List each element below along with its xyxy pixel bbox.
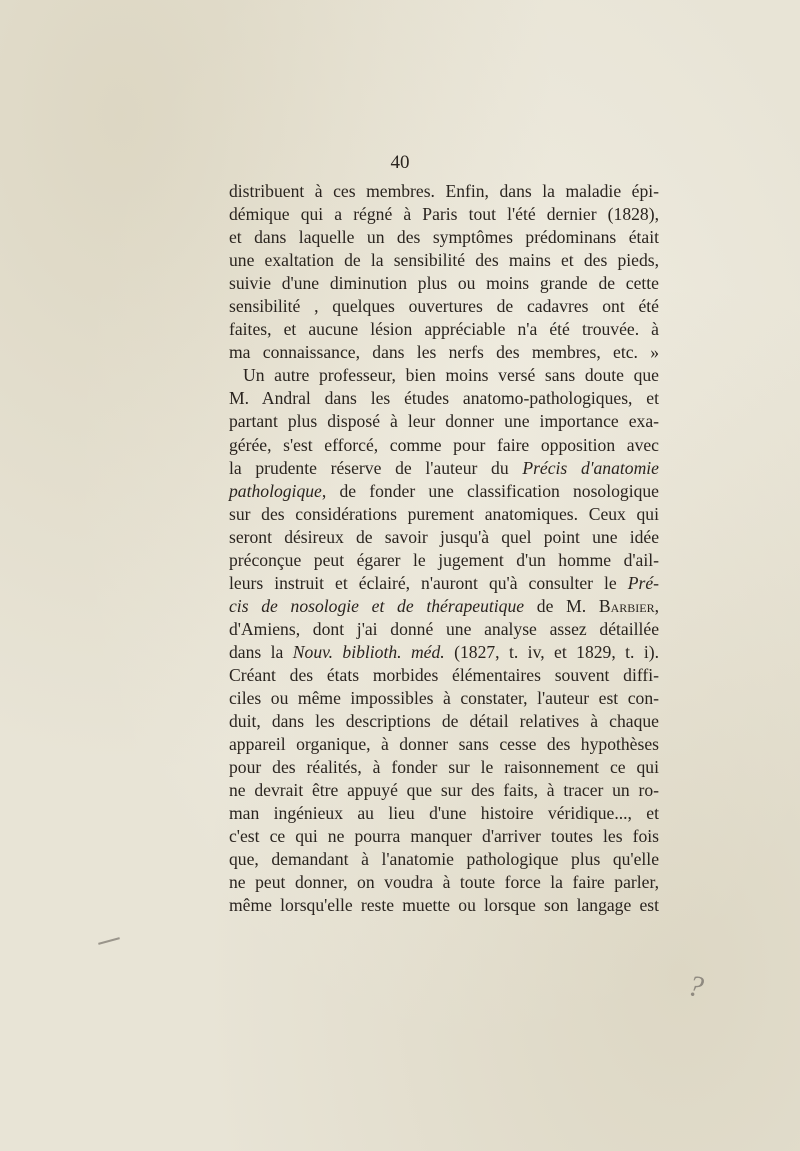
pencil-mark bbox=[98, 937, 120, 945]
text-line: suivie d'une diminution plus ou moins grande de cette bbox=[229, 273, 659, 294]
text-line: ne peut donner, on voudra à toute force la faire parler, bbox=[229, 872, 659, 893]
text-line: M. Andral dans les études anatomo-pathologiques, et bbox=[229, 388, 659, 409]
text-line: démique qui a régné à Paris tout l'été dernier (1828), bbox=[229, 204, 659, 225]
body-text bbox=[229, 180, 659, 918]
text-line: ne devrait être appuyé que sur des faits, à tracer un ro- bbox=[229, 780, 659, 801]
text-line: c'est ce qui ne pourra manquer d'arriver toutes les fois bbox=[229, 826, 659, 847]
text-line: gérée, s'est efforcé, comme pour faire opposition avec bbox=[229, 434, 659, 455]
text-line: man ingénieux au lieu d'une histoire véridique..., et bbox=[229, 803, 659, 824]
text-line: pathologique, de fonder une classification nosologique bbox=[229, 480, 659, 501]
text-line: pour des réalités, à fonder sur le raisonnement ce qui bbox=[229, 757, 659, 778]
text-line: préconçue peut égarer le jugement d'un homme d'ail- bbox=[229, 549, 659, 570]
text-line: seront désireux de savoir jusqu'à quel point une idée bbox=[229, 526, 659, 547]
pencil-mark: ? bbox=[684, 968, 707, 1005]
text-line: une exaltation de la sensibilité des mains et des pieds, bbox=[229, 250, 659, 271]
text-line: et dans laquelle un des symptômes prédominans était bbox=[229, 227, 659, 248]
text-line: duit, dans les descriptions de détail relatives à chaque bbox=[229, 711, 659, 732]
text-line: d'Amiens, dont j'ai donné une analyse assez détaillée bbox=[229, 618, 659, 639]
text-line: Créant des états morbides élémentaires souvent diffi- bbox=[229, 664, 659, 685]
text-line: leurs instruit et éclairé, n'auront qu'à consulter le Pré- bbox=[229, 572, 659, 593]
text-line: appareil organique, à donner sans cesse des hypothèses bbox=[229, 734, 659, 755]
text-line: ciles ou même impossibles à constater, l'auteur est con- bbox=[229, 688, 659, 709]
text-line: partant plus disposé à leur donner une importance exa- bbox=[229, 411, 659, 432]
text-line: faites, et aucune lésion appréciable n'a été trouvée. à bbox=[229, 319, 659, 340]
text-line: dans la Nouv. biblioth. méd. (1827, t. iv, et 1829, t. i). bbox=[229, 641, 659, 662]
text-line: la prudente réserve de l'auteur du Précis d'anatomie bbox=[229, 457, 659, 478]
page-number: 40 bbox=[390, 152, 410, 173]
text-line: sur des considérations purement anatomiques. Ceux qui bbox=[229, 503, 659, 524]
text-line: sensibilité , quelques ouvertures de cadavres ont été bbox=[229, 296, 659, 317]
text-line: cis de nosologie et de thérapeutique de M. Barbier, bbox=[229, 595, 659, 616]
text-line: même lorsqu'elle reste muette ou lorsque son langage est bbox=[229, 895, 659, 916]
text-line: que, demandant à l'anatomie pathologique plus qu'elle bbox=[229, 849, 659, 870]
text-line: ma connaissance, dans les nerfs des membres, etc. » bbox=[229, 342, 659, 363]
text-line: distribuent à ces membres. Enfin, dans la maladie épi- bbox=[229, 181, 659, 201]
text-line: Un autre professeur, bien moins versé sans doute que bbox=[243, 365, 659, 386]
